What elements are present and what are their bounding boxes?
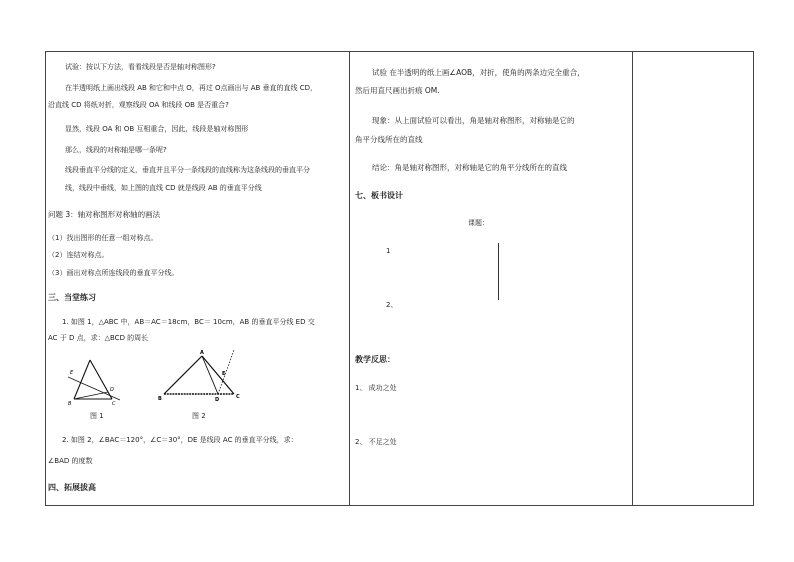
fig1-label-d: D xyxy=(110,387,114,393)
column-divider-2 xyxy=(632,51,633,506)
fig1-label-c: C xyxy=(112,401,116,405)
fig2-label-b: B xyxy=(158,396,162,402)
experiment-text: 试验：按以下方法，看看线段是否是轴对称图形? xyxy=(65,63,216,71)
section-7-heading: 七、板书设计 xyxy=(355,191,403,200)
fig2-label-a: A xyxy=(200,350,204,356)
exercise-2-line-a: 2. 如图 2，∠BAC＝120°，∠C＝30°，DE 是线段 AC 的垂直平分线，求： xyxy=(62,436,298,444)
exercise-1-line-b: AC 于 D 点，求：△BCD 的周长 xyxy=(48,334,149,342)
reflection-shortcoming: 2、 不足之处 xyxy=(355,438,397,446)
column-divider-1 xyxy=(349,51,350,506)
teaching-reflection-heading: 教学反思： xyxy=(355,355,395,364)
observation-text: 显然，线段 OA 和 OB 互相重合，因此，线段是轴对称图形 xyxy=(65,125,249,133)
exercise-2-line-b: ∠BAD 的度数 xyxy=(48,457,93,465)
conclusion-text: 结论：角是轴对称图形，对称轴是它的角平分线所在的直线 xyxy=(372,163,567,172)
definition-text-b: 线，线段中垂线，如上图的直线 CD 就是线段 AB 的垂直平分线 xyxy=(65,184,262,192)
fig1-label-b: B xyxy=(68,401,72,405)
section-4-heading: 四、拓展拔高 xyxy=(48,483,96,492)
question-3-heading: 问题 3：轴对称图形对称轴的画法 xyxy=(48,210,161,219)
fig2-label-c: C xyxy=(236,394,240,400)
angle-experiment-line-b: 然后用直尺画出折痕 OM. xyxy=(355,86,440,95)
reflection-success: 1、 成功之处 xyxy=(355,384,397,392)
phenomenon-line-a: 现象：从上面试验可以看出，角是轴对称图形，对称轴是它的 xyxy=(372,116,575,125)
fig1-label-e: E xyxy=(70,370,74,376)
experiment-step-b: 沿直线 CD 将纸对折，观察线段 OA 和线段 OB 是否重合? xyxy=(48,101,229,109)
question-text: 那么，线段的对称轴是哪一条呢? xyxy=(65,146,167,154)
board-topic-label: 课题： xyxy=(468,219,489,227)
exercise-1-line-a: 1. 如图 1，△ABC 中，AB＝AC＝18cm，BC＝ 10cm，AB 的垂直平分线 ED 交 xyxy=(62,318,315,326)
definition-text-a: 线段垂直平分线的定义，垂直并且平分一条线段的直线称为这条线段的垂直平分 xyxy=(65,166,310,174)
figure-1-caption: 图 1 xyxy=(90,412,104,420)
fig2-label-e: E xyxy=(222,371,226,377)
step-1: （1）找出图形的任意一组对称点。 xyxy=(48,234,158,242)
experiment-step-a: 在半透明纸上画出线段 AB 和它和中点 O，再过 O点画出与 AB 垂直的直线 CD， xyxy=(65,84,318,92)
figure-2-triangle xyxy=(158,348,246,403)
section-3-heading: 三、当堂练习 xyxy=(48,293,96,302)
fig2-label-d: D xyxy=(215,397,220,403)
board-divider-line xyxy=(498,243,499,300)
step-3: （3）画出对称点所连线段的垂直平分线。 xyxy=(48,269,179,277)
step-2: （2）连结对称点。 xyxy=(48,251,109,259)
phenomenon-line-b: 角平分线所在的直线 xyxy=(355,135,423,144)
board-item-1: 1 xyxy=(386,247,391,255)
figure-2-caption: 图 2 xyxy=(192,412,206,420)
figure-1-triangle xyxy=(68,355,130,405)
angle-experiment-line-a: 试验 在半透明的纸上画∠AOB，对折，使角的两条边完全重合， xyxy=(372,68,585,77)
board-item-2: 2、 xyxy=(386,301,398,309)
